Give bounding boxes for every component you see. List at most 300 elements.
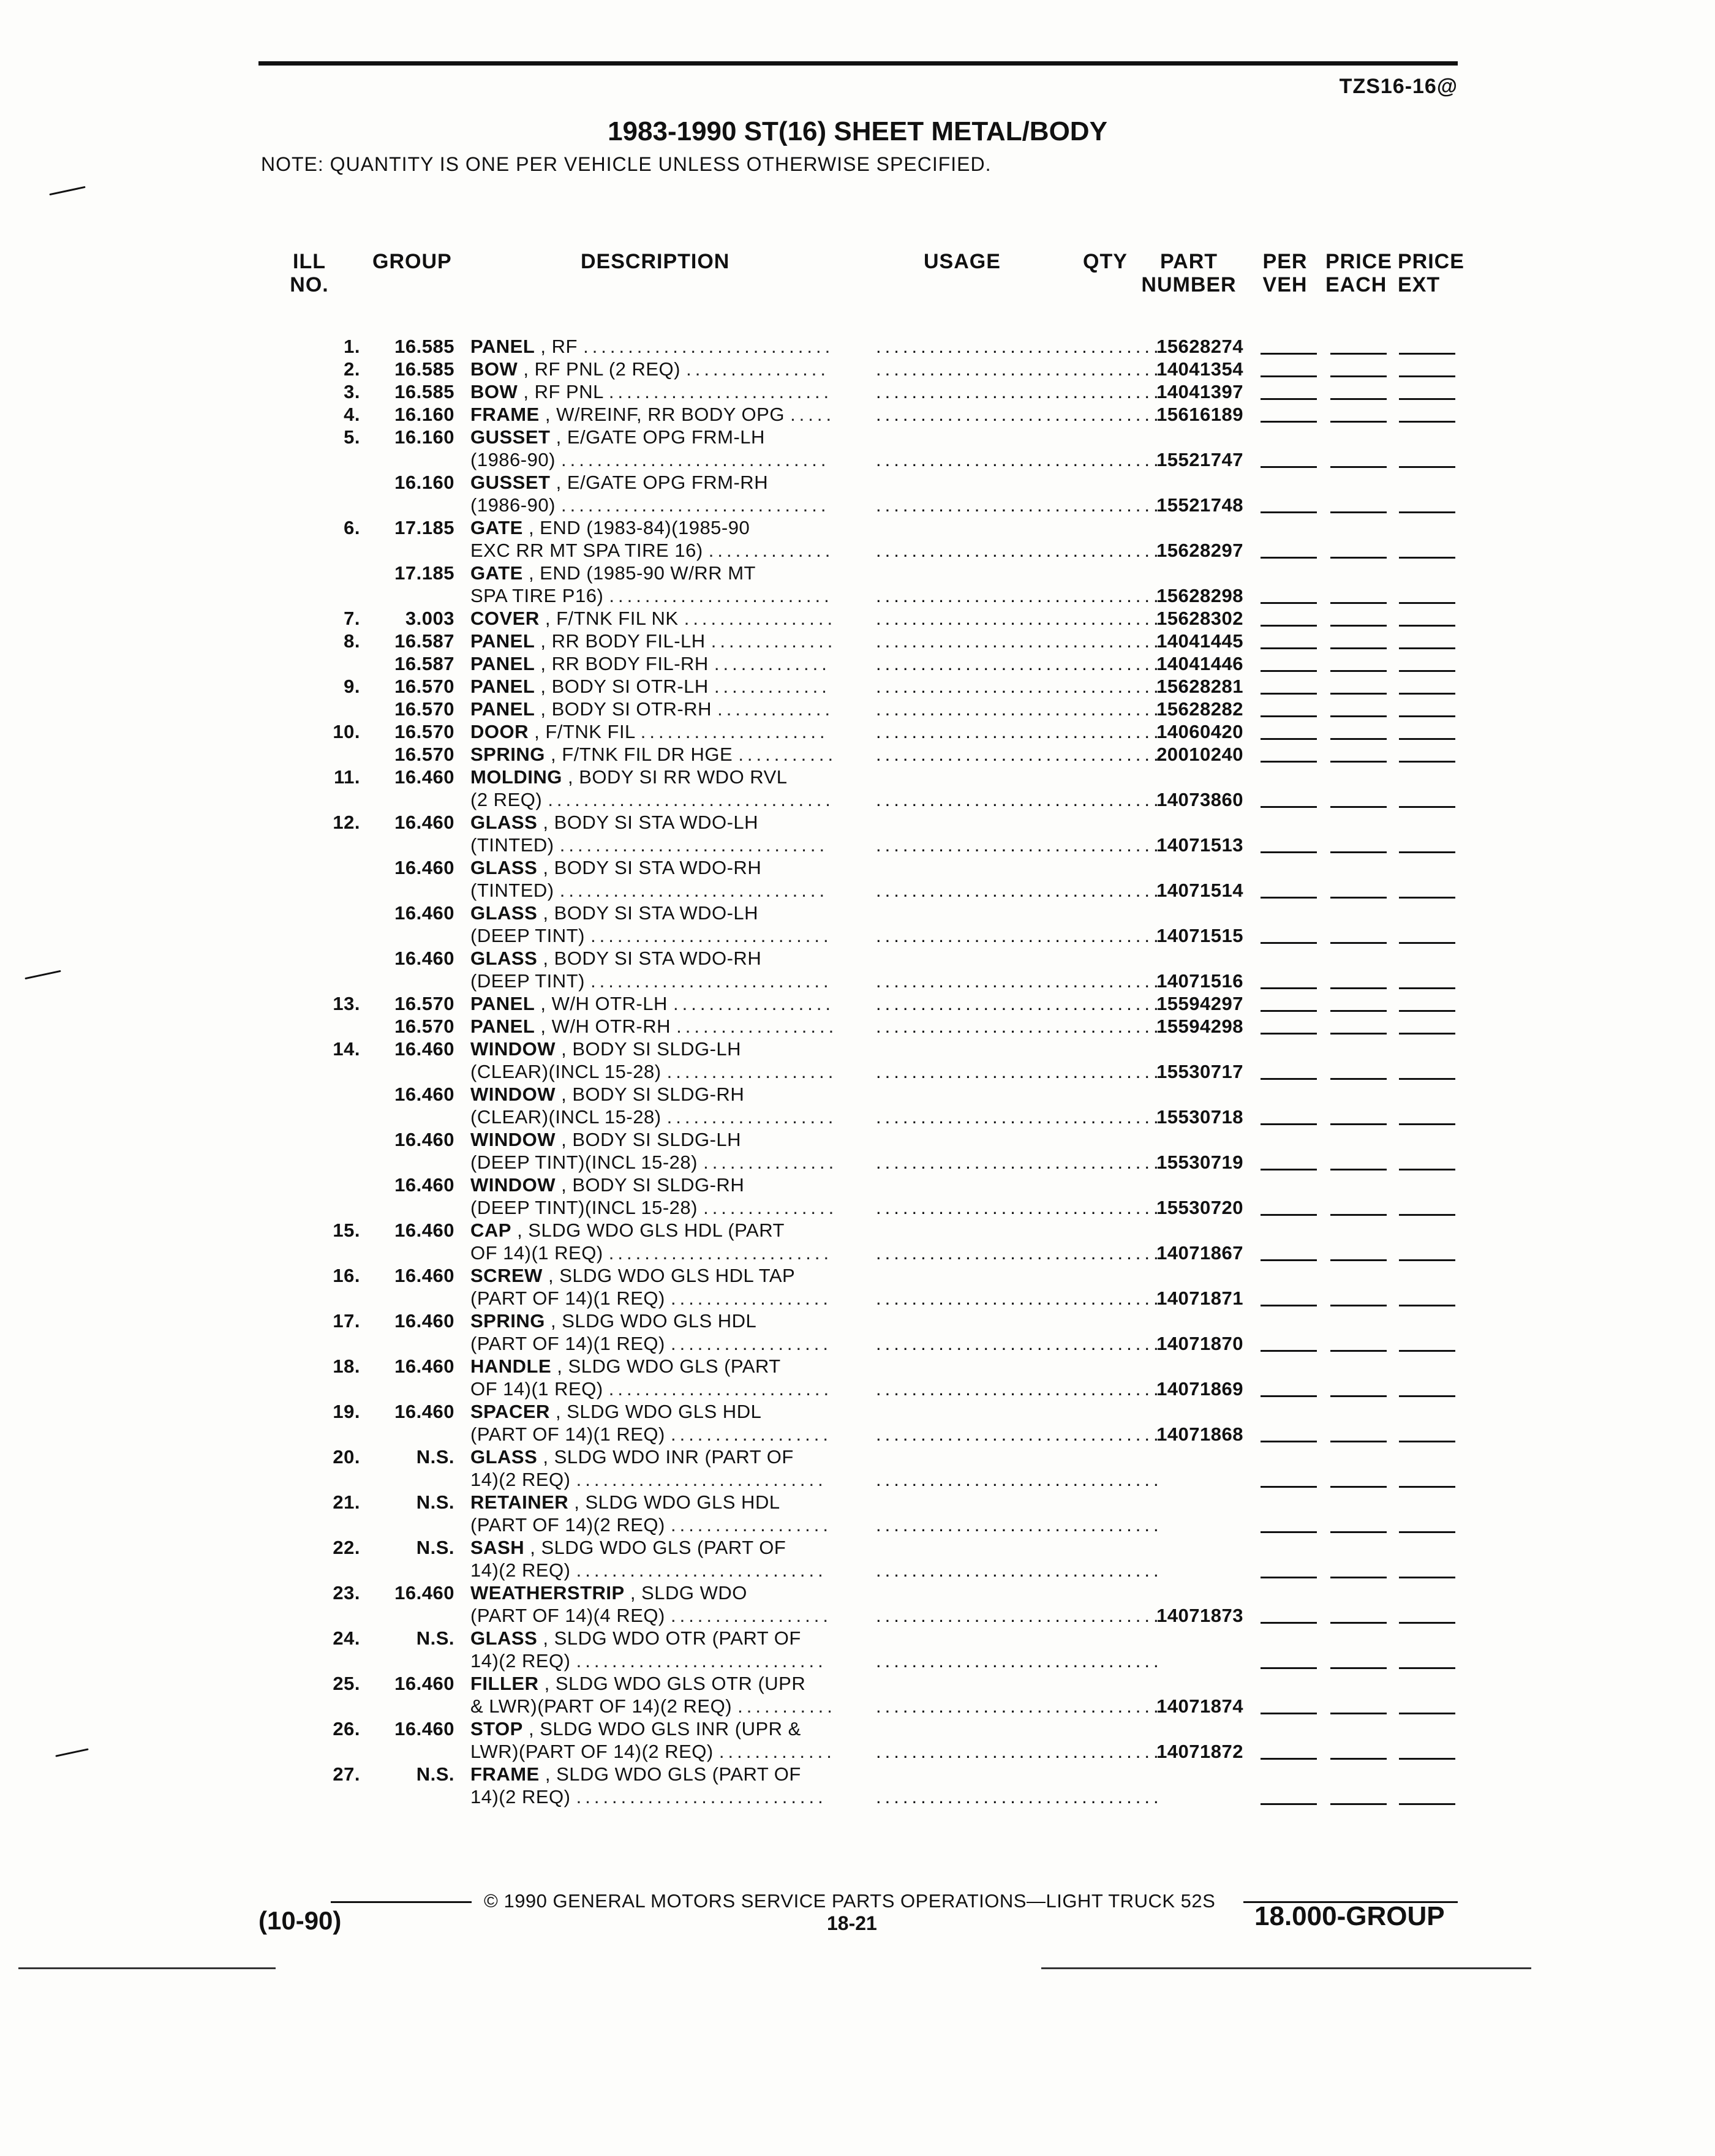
price-each-blank xyxy=(1330,1078,1387,1080)
usage-dots: ................................ xyxy=(876,1605,1163,1626)
price-each-blank xyxy=(1330,1169,1387,1170)
per-veh-blank xyxy=(1261,1033,1317,1035)
per-veh-blank xyxy=(1261,557,1317,559)
ill-number: 17. xyxy=(333,1310,360,1332)
table-row xyxy=(0,1265,1548,1310)
price-ext-blank xyxy=(1399,1169,1455,1170)
description-line-1 xyxy=(470,517,750,539)
price-ext-blank xyxy=(1399,1531,1455,1533)
leader-dots: ........................... xyxy=(590,970,832,992)
usage-dots: ................................ xyxy=(876,1152,1163,1173)
group-number: 16.160 xyxy=(394,472,454,493)
table-row xyxy=(0,1355,1548,1401)
usage-dots: ................................ xyxy=(876,653,1163,674)
table-row xyxy=(0,404,1548,426)
price-ext-blank xyxy=(1399,625,1455,627)
part-name: PANEL xyxy=(470,336,535,357)
price-ext-blank xyxy=(1399,398,1455,400)
description-line-1 xyxy=(470,358,829,380)
description-line-1 xyxy=(470,766,788,788)
ill-number: 25. xyxy=(333,1673,360,1694)
ill-number: 1. xyxy=(344,336,360,357)
per-veh-blank xyxy=(1261,761,1317,763)
description-line-2 xyxy=(470,1559,827,1581)
description-line-2 xyxy=(470,1650,827,1672)
description-line-2 xyxy=(470,1333,832,1355)
price-ext-blank xyxy=(1399,1667,1455,1669)
part-name: PANEL xyxy=(470,630,535,652)
description-text: (PART OF 14)(1 REQ) xyxy=(470,1423,665,1445)
part-number: 14071870 xyxy=(1156,1333,1243,1354)
part-number: 15530719 xyxy=(1156,1152,1243,1173)
per-veh-blank xyxy=(1261,398,1317,400)
description-line-1 xyxy=(470,1627,801,1649)
price-each-blank xyxy=(1330,693,1387,695)
description-text: (1986-90) xyxy=(470,494,556,516)
per-veh-blank xyxy=(1261,1667,1317,1669)
price-each-blank xyxy=(1330,1441,1387,1442)
col-header-description: DESCRIPTION xyxy=(581,250,730,273)
price-each-blank xyxy=(1330,1010,1387,1012)
description-text: , E/GATE OPG FRM-LH xyxy=(556,426,765,448)
leader-dots: ............................ xyxy=(576,1786,827,1807)
ill-number: 9. xyxy=(344,676,360,697)
description-line-2 xyxy=(470,1469,827,1491)
part-number: 14071871 xyxy=(1156,1287,1243,1309)
part-number: 15628281 xyxy=(1156,676,1243,697)
price-each-blank xyxy=(1330,353,1387,355)
description-text: , RR BODY FIL-LH xyxy=(540,630,706,652)
description-line-1 xyxy=(470,812,758,834)
table-row xyxy=(0,426,1548,472)
table-row xyxy=(0,948,1548,993)
usage-dots: ................................ xyxy=(876,1423,1163,1445)
per-veh-blank xyxy=(1261,738,1317,740)
part-number: 15594297 xyxy=(1156,993,1243,1014)
description-text: , BODY SI SLDG-LH xyxy=(561,1129,742,1150)
usage-dots: ................................ xyxy=(876,1741,1163,1762)
leader-dots: .............. xyxy=(710,630,837,652)
table-row xyxy=(0,766,1548,812)
part-name: PANEL xyxy=(470,1016,535,1037)
price-each-blank xyxy=(1330,1214,1387,1216)
copyright-line: © 1990 GENERAL MOTORS SERVICE PARTS OPERATIONS—LIGHT TRUCK 52S xyxy=(484,1890,1216,1912)
per-veh-blank xyxy=(1261,511,1317,513)
description-line-1 xyxy=(470,1718,801,1740)
description-line-2 xyxy=(470,1741,835,1763)
price-each-blank xyxy=(1330,1713,1387,1714)
ill-number: 10. xyxy=(333,721,360,742)
usage-dots: ................................ xyxy=(876,721,1163,742)
leader-dots: ............. xyxy=(718,1741,835,1762)
price-ext-blank xyxy=(1399,421,1455,423)
leader-dots: ......................... xyxy=(609,585,833,606)
table-row xyxy=(0,1537,1548,1582)
part-number: 14071515 xyxy=(1156,925,1243,946)
usage-dots: ................................ xyxy=(876,585,1163,606)
group-number: 16.460 xyxy=(394,1310,454,1332)
ill-number: 15. xyxy=(333,1219,360,1241)
price-ext-blank xyxy=(1399,1577,1455,1578)
description-line-1 xyxy=(470,562,756,584)
description-text: , BODY SI STA WDO-LH xyxy=(543,812,759,833)
per-veh-blank xyxy=(1261,1531,1317,1533)
table-row xyxy=(0,857,1548,902)
part-name: PANEL xyxy=(470,676,535,697)
per-veh-blank xyxy=(1261,1305,1317,1306)
per-veh-blank xyxy=(1261,806,1317,808)
description-line-1 xyxy=(470,902,758,924)
per-veh-blank xyxy=(1261,1803,1317,1805)
per-veh-blank xyxy=(1261,1758,1317,1760)
leader-dots: .............................. xyxy=(561,449,830,470)
description-line-1 xyxy=(470,1355,781,1378)
part-number: 15628302 xyxy=(1156,608,1243,629)
price-each-blank xyxy=(1330,1803,1387,1805)
description-line-2 xyxy=(470,834,828,856)
per-veh-blank xyxy=(1261,1259,1317,1261)
table-row xyxy=(0,1491,1548,1537)
description-line-1 xyxy=(470,1582,747,1604)
group-number: 16.460 xyxy=(394,1673,454,1694)
usage-dots: ................................ xyxy=(876,1695,1163,1717)
part-number: 14041397 xyxy=(1156,381,1243,402)
description-text: , END (1985-90 W/RR MT xyxy=(528,562,756,584)
leader-dots: ............. xyxy=(714,676,831,697)
table-row xyxy=(0,381,1548,404)
per-veh-blank xyxy=(1261,1010,1317,1012)
description-line-2 xyxy=(470,925,832,947)
description-text: (DEEP TINT)(INCL 15-28) xyxy=(470,1197,698,1218)
part-number: 14071513 xyxy=(1156,834,1243,856)
price-each-blank xyxy=(1330,647,1387,649)
part-number: 14041446 xyxy=(1156,653,1243,674)
description-text: (1986-90) xyxy=(470,449,556,470)
price-ext-blank xyxy=(1399,1010,1455,1012)
price-ext-blank xyxy=(1399,897,1455,899)
per-veh-blank xyxy=(1261,421,1317,423)
description-line-1 xyxy=(470,472,768,494)
price-ext-blank xyxy=(1399,375,1455,377)
leader-dots: .................. xyxy=(673,993,835,1014)
description-text: , E/GATE OPG FRM-RH xyxy=(556,472,769,493)
group-number: N.S. xyxy=(416,1763,454,1785)
group-number: 16.570 xyxy=(394,993,454,1014)
ill-number: 21. xyxy=(333,1491,360,1513)
price-ext-blank xyxy=(1399,1713,1455,1714)
table-row xyxy=(0,653,1548,676)
usage-dots: ................................ xyxy=(876,404,1163,425)
price-ext-blank xyxy=(1399,987,1455,989)
group-number: 16.585 xyxy=(394,358,454,380)
price-each-blank xyxy=(1330,738,1387,740)
description-line-1 xyxy=(470,630,836,652)
part-number: 14071868 xyxy=(1156,1423,1243,1445)
description-text: , F/TNK FIL xyxy=(534,721,635,742)
description-text: , SLDG WDO GLS (PART OF xyxy=(530,1537,786,1558)
part-number: 15530717 xyxy=(1156,1061,1243,1082)
description-text: , SLDG WDO GLS HDL xyxy=(556,1401,762,1422)
ill-number: 7. xyxy=(344,608,360,629)
per-veh-blank xyxy=(1261,1441,1317,1442)
usage-dots: ................................ xyxy=(876,1287,1163,1309)
part-name: SPRING xyxy=(470,744,545,765)
description-text: 14)(2 REQ) xyxy=(470,1650,571,1672)
price-each-blank xyxy=(1330,851,1387,853)
table-row xyxy=(0,358,1548,381)
description-text: & LWR)(PART OF 14)(2 REQ) xyxy=(470,1695,733,1717)
ill-number: 12. xyxy=(333,812,360,833)
per-veh-blank xyxy=(1261,715,1317,717)
table-row xyxy=(0,1084,1548,1129)
per-veh-blank xyxy=(1261,1577,1317,1578)
per-veh-blank xyxy=(1261,1169,1317,1170)
price-ext-blank xyxy=(1399,715,1455,717)
price-each-blank xyxy=(1330,1667,1387,1669)
description-line-2 xyxy=(470,789,834,811)
table-row xyxy=(0,1016,1548,1038)
description-text: , SLDG WDO GLS OTR (UPR xyxy=(544,1673,806,1694)
description-line-1 xyxy=(470,1763,801,1785)
price-ext-blank xyxy=(1399,511,1455,513)
price-each-blank xyxy=(1330,557,1387,559)
ill-number: 18. xyxy=(333,1355,360,1377)
description-line-2 xyxy=(470,1378,832,1400)
usage-dots: ................................ xyxy=(876,1469,1163,1490)
ill-number: 24. xyxy=(333,1627,360,1649)
table-row xyxy=(0,1219,1548,1265)
scan-artifact-line xyxy=(1041,1967,1531,1969)
price-ext-blank xyxy=(1399,602,1455,604)
part-number: 14071867 xyxy=(1156,1242,1243,1264)
description-line-1 xyxy=(470,653,831,675)
group-number: N.S. xyxy=(416,1537,454,1558)
usage-dots: ................................ xyxy=(876,630,1163,652)
group-number: 16.460 xyxy=(394,812,454,833)
per-veh-blank xyxy=(1261,466,1317,468)
price-each-blank xyxy=(1330,806,1387,808)
per-veh-blank xyxy=(1261,670,1317,672)
group-number: 16.460 xyxy=(394,902,454,924)
per-veh-blank xyxy=(1261,1395,1317,1397)
leader-dots: ............... xyxy=(703,1152,838,1173)
group-number: 16.460 xyxy=(394,1084,454,1105)
description-line-1 xyxy=(470,381,832,403)
description-text: 14)(2 REQ) xyxy=(470,1559,571,1581)
price-each-blank xyxy=(1330,761,1387,763)
ill-number: 19. xyxy=(333,1401,360,1422)
table-row xyxy=(0,676,1548,698)
per-veh-blank xyxy=(1261,1622,1317,1624)
description-text: , BODY SI SLDG-LH xyxy=(561,1038,742,1060)
part-number: 15521747 xyxy=(1156,449,1243,470)
leader-dots: ............................ xyxy=(576,1650,827,1672)
per-veh-blank xyxy=(1261,1078,1317,1080)
part-number: 14071514 xyxy=(1156,880,1243,901)
part-name: GLASS xyxy=(470,902,538,924)
usage-dots: ................................ xyxy=(876,834,1163,856)
part-name: GUSSET xyxy=(470,472,551,493)
description-line-1 xyxy=(470,948,761,970)
description-line-2 xyxy=(470,494,829,516)
description-text: , BODY SI STA WDO-RH xyxy=(543,948,762,969)
leader-dots: ................................ xyxy=(548,789,834,810)
description-text: , RR BODY FIL-RH xyxy=(540,653,709,674)
price-ext-blank xyxy=(1399,851,1455,853)
part-name: GUSSET xyxy=(470,426,551,448)
per-veh-blank xyxy=(1261,987,1317,989)
description-text: , F/TNK FIL NK xyxy=(545,608,679,629)
price-each-blank xyxy=(1330,625,1387,627)
part-name: PANEL xyxy=(470,993,535,1014)
price-ext-blank xyxy=(1399,1622,1455,1624)
description-text: , W/H OTR-LH xyxy=(540,993,668,1014)
description-text: (TINTED) xyxy=(470,834,554,856)
leader-dots: .................. xyxy=(670,1605,832,1626)
usage-dots: ................................ xyxy=(876,1106,1163,1128)
group-number: 16.587 xyxy=(394,630,454,652)
description-line-2 xyxy=(470,1106,837,1128)
description-line-2 xyxy=(470,1786,827,1808)
description-text: , W/REINF, RR BODY OPG xyxy=(545,404,785,425)
price-each-blank xyxy=(1330,1350,1387,1352)
group-number: N.S. xyxy=(416,1491,454,1513)
price-ext-blank xyxy=(1399,1123,1455,1125)
description-line-2 xyxy=(470,540,834,562)
table-row xyxy=(0,1446,1548,1491)
description-line-2 xyxy=(470,1197,837,1219)
leader-dots: .................. xyxy=(670,1423,832,1445)
table-row xyxy=(0,562,1548,608)
part-number: 14071516 xyxy=(1156,970,1243,992)
part-number: 15530720 xyxy=(1156,1197,1243,1218)
group-number: N.S. xyxy=(416,1446,454,1468)
price-ext-blank xyxy=(1399,1214,1455,1216)
price-ext-blank xyxy=(1399,1078,1455,1080)
group-number: 16.570 xyxy=(394,744,454,765)
col-header-group: GROUP xyxy=(372,250,452,273)
per-veh-blank xyxy=(1261,897,1317,899)
usage-dots: ................................ xyxy=(876,970,1163,992)
description-text: LWR)(PART OF 14)(2 REQ) xyxy=(470,1741,714,1762)
part-name: PANEL xyxy=(470,698,535,720)
description-text: , SLDG WDO GLS HDL xyxy=(550,1310,757,1332)
description-text: , SLDG WDO GLS (PART OF xyxy=(545,1763,801,1785)
description-text: , SLDG WDO GLS HDL xyxy=(574,1491,780,1513)
description-line-1 xyxy=(470,1129,741,1151)
part-name: SASH xyxy=(470,1537,525,1558)
leader-dots: ............................ xyxy=(576,1559,827,1581)
description-line-1 xyxy=(470,426,765,448)
table-row xyxy=(0,721,1548,744)
group-number: 16.460 xyxy=(394,1038,454,1060)
leader-dots: .................. xyxy=(670,1514,832,1536)
table-row xyxy=(0,1310,1548,1355)
part-name: GLASS xyxy=(470,1446,538,1468)
usage-dots: ................................ xyxy=(876,540,1163,561)
part-number: 15616189 xyxy=(1156,404,1243,425)
page-number: 18-21 xyxy=(827,1912,877,1934)
usage-dots: ................................ xyxy=(876,1061,1163,1082)
per-veh-blank xyxy=(1261,1486,1317,1488)
ill-number: 11. xyxy=(334,766,360,788)
table-row xyxy=(0,698,1548,721)
description-text: , END (1983-84)(1985-90 xyxy=(528,517,750,538)
usage-dots: ................................ xyxy=(876,1650,1163,1672)
ill-number: 8. xyxy=(344,630,360,652)
part-number: 15628282 xyxy=(1156,698,1243,720)
description-text: (DEEP TINT)(INCL 15-28) xyxy=(470,1152,698,1173)
ill-number: 22. xyxy=(333,1537,360,1558)
description-line-1 xyxy=(470,1310,756,1332)
description-line-2 xyxy=(470,1514,832,1536)
description-line-1 xyxy=(470,993,834,1015)
price-each-blank xyxy=(1330,1758,1387,1760)
part-name: BOW xyxy=(470,358,518,380)
description-text: 14)(2 REQ) xyxy=(470,1469,571,1490)
price-each-blank xyxy=(1330,670,1387,672)
description-line-1 xyxy=(470,1401,761,1423)
col-header-ill: ILL NO. xyxy=(290,250,329,296)
part-number: 15521748 xyxy=(1156,494,1243,516)
part-name: SPRING xyxy=(470,1310,545,1332)
price-ext-blank xyxy=(1399,1441,1455,1442)
price-each-blank xyxy=(1330,1033,1387,1035)
part-number: 14071874 xyxy=(1156,1695,1243,1717)
description-text: 14)(2 REQ) xyxy=(470,1786,571,1807)
group-number: 16.585 xyxy=(394,381,454,402)
ill-number: 2. xyxy=(344,358,360,380)
binder-hole-mark xyxy=(49,186,85,195)
leader-dots: ............................ xyxy=(576,1469,827,1490)
price-each-blank xyxy=(1330,398,1387,400)
usage-dots: ................................ xyxy=(876,880,1163,901)
part-number: 14073860 xyxy=(1156,789,1243,810)
ill-number: 27. xyxy=(333,1763,360,1785)
description-text: EXC RR MT SPA TIRE 16) xyxy=(470,540,703,561)
catalog-code: TZS16-16@ xyxy=(1339,75,1458,98)
description-line-1 xyxy=(470,1446,794,1468)
description-text: (PART OF 14)(1 REQ) xyxy=(470,1287,665,1309)
price-each-blank xyxy=(1330,942,1387,944)
part-number: 14041354 xyxy=(1156,358,1243,380)
group-number: 16.460 xyxy=(394,948,454,969)
description-line-1 xyxy=(470,1491,780,1513)
group-number: 16.587 xyxy=(394,653,454,674)
group-number: 18.000-GROUP xyxy=(1254,1901,1445,1931)
group-number: 17.185 xyxy=(394,562,454,584)
description-text: , BODY SI SLDG-RH xyxy=(561,1084,745,1105)
per-veh-blank xyxy=(1261,693,1317,695)
usage-dots: ................................ xyxy=(876,1333,1163,1354)
usage-dots: ................................ xyxy=(876,381,1163,402)
price-ext-blank xyxy=(1399,557,1455,559)
table-row xyxy=(0,608,1548,630)
table-row xyxy=(0,1129,1548,1174)
description-line-1 xyxy=(470,1265,795,1287)
part-number: 15628274 xyxy=(1156,336,1243,357)
description-line-1 xyxy=(470,1084,744,1106)
col-header-qty: QTY xyxy=(1083,250,1128,273)
ill-number: 16. xyxy=(333,1265,360,1286)
leader-dots: .................. xyxy=(670,1287,832,1309)
table-row xyxy=(0,630,1548,653)
group-number: 16.460 xyxy=(394,1582,454,1604)
per-veh-blank xyxy=(1261,1350,1317,1352)
description-text: (CLEAR)(INCL 15-28) xyxy=(470,1061,662,1082)
ill-number: 3. xyxy=(344,381,360,402)
description-text: , BODY SI OTR-RH xyxy=(540,698,712,720)
